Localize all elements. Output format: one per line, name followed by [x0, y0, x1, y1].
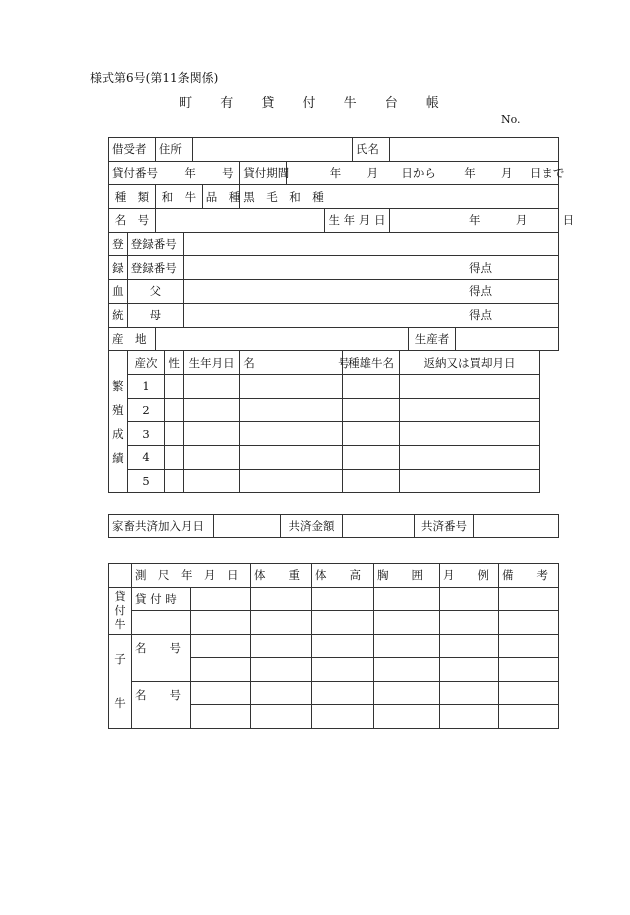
- sire-3[interactable]: [343, 422, 399, 446]
- pedigree-char-1: 登: [109, 232, 128, 256]
- breeding-row-1: [109, 374, 559, 398]
- parity-2: 2: [127, 398, 165, 422]
- m-b5[interactable]: [440, 611, 499, 635]
- parity-3: 3: [127, 422, 165, 446]
- name-birth-row: [109, 209, 559, 233]
- m-c4[interactable]: [374, 634, 440, 658]
- m-f6[interactable]: [499, 705, 559, 729]
- pedigree-row-3: [109, 280, 559, 304]
- pedigree-char-3: 血: [109, 280, 128, 304]
- document-title: 町 有 貸 付 牛 台 帳: [179, 96, 451, 111]
- loan-cow-label: 貸 付 牛: [109, 587, 132, 634]
- loan-cow-row-1: [109, 587, 559, 611]
- calf-char-1: 子: [114, 652, 126, 666]
- m-b3[interactable]: [312, 611, 374, 635]
- breeding-header-row: [109, 351, 559, 375]
- col-sire-name: 種雄牛名: [343, 351, 399, 375]
- birth-date-label: 生 年 月 日: [324, 209, 390, 233]
- name-1[interactable]: [240, 374, 343, 398]
- period-from-day: 日から: [401, 166, 436, 181]
- m-d3[interactable]: [312, 658, 374, 682]
- m-e2[interactable]: [251, 681, 312, 705]
- m-c5[interactable]: [440, 634, 499, 658]
- col-parity: 産次: [127, 351, 165, 375]
- m-a1[interactable]: [191, 587, 251, 611]
- insurance-amount-field[interactable]: [343, 515, 415, 538]
- insurance-amount-label: 共済金額: [281, 515, 343, 538]
- col-number: 号: [338, 355, 350, 370]
- col-name: 名: [243, 355, 255, 370]
- m-b0[interactable]: [132, 611, 191, 635]
- breeding-char-1: 繁: [112, 378, 124, 393]
- col-return-date: 返納又は買却月日: [399, 351, 540, 375]
- m-a3[interactable]: [312, 587, 374, 611]
- mother-field[interactable]: [184, 303, 559, 327]
- calf2-name-label: 名 号: [132, 681, 191, 728]
- birth-4[interactable]: [184, 445, 240, 469]
- measurement-table: [108, 563, 559, 729]
- register-table: [108, 137, 575, 493]
- measure-remarks-header: 備 考: [499, 564, 559, 588]
- loan-number-year: 年: [184, 166, 196, 181]
- sex-2[interactable]: [165, 398, 184, 422]
- address-field[interactable]: [193, 138, 352, 162]
- insurance-table: [108, 514, 559, 538]
- calf-label: [109, 634, 132, 728]
- breeding-row-5: [109, 469, 559, 493]
- m-c3[interactable]: [312, 634, 374, 658]
- pedigree-row-1: [109, 232, 559, 256]
- col-sex: 性: [165, 351, 184, 375]
- breeding-char-3: 成: [112, 426, 124, 441]
- variety-value: 黒 毛 和 種: [240, 185, 559, 209]
- form-number-label: 様式第6号(第11条関係): [90, 71, 219, 85]
- m-c2[interactable]: [251, 634, 312, 658]
- m-f4[interactable]: [374, 705, 440, 729]
- loan-number-cell[interactable]: [109, 161, 240, 185]
- sire-4[interactable]: [343, 445, 399, 469]
- m-a2[interactable]: [251, 587, 312, 611]
- variety-label: 品 種: [202, 185, 240, 209]
- pedigree-row-2: [109, 256, 559, 280]
- name-5[interactable]: [240, 469, 343, 493]
- m-c6[interactable]: [499, 634, 559, 658]
- borrower-label: 借受者: [109, 138, 156, 162]
- m-c1[interactable]: [191, 634, 251, 658]
- registration-label-1: 登録番号: [127, 232, 183, 256]
- birth-month: 月: [515, 213, 528, 228]
- origin-label: 産 地: [109, 327, 156, 351]
- period-to-month: 月: [501, 166, 513, 181]
- insurance-join-label: 家畜共済加入月日: [109, 515, 214, 538]
- m-e6[interactable]: [499, 681, 559, 705]
- m-d2[interactable]: [251, 658, 312, 682]
- father-label: 父: [127, 280, 183, 304]
- name-number-label: 名 号: [109, 209, 156, 233]
- m-e4[interactable]: [374, 681, 440, 705]
- origin-field[interactable]: [155, 327, 408, 351]
- sire-5[interactable]: [343, 469, 399, 493]
- measure-chest-header: 胸 囲: [374, 564, 440, 588]
- name-3[interactable]: [240, 422, 343, 446]
- name-field[interactable]: [390, 138, 559, 162]
- pedigree-row-4: [109, 303, 559, 327]
- name-4[interactable]: [240, 445, 343, 469]
- m-f5[interactable]: [440, 705, 499, 729]
- return-3[interactable]: [399, 422, 540, 446]
- birth-3[interactable]: [184, 422, 240, 446]
- loan-number-suffix: 号: [222, 166, 234, 181]
- breeding-row-3: [109, 422, 559, 446]
- m-a6[interactable]: [499, 587, 559, 611]
- return-1[interactable]: [399, 374, 540, 398]
- origin-row: [109, 327, 559, 351]
- breed-row: [109, 185, 559, 209]
- m-b6[interactable]: [499, 611, 559, 635]
- measure-month-header: 月 例: [440, 564, 499, 588]
- name-2[interactable]: [240, 398, 343, 422]
- m-a4[interactable]: [374, 587, 440, 611]
- score-label-2: 得点: [469, 284, 493, 299]
- col-name-number: [240, 351, 350, 375]
- sex-4[interactable]: [165, 445, 184, 469]
- loan-number-label: 貸付番号: [112, 166, 158, 181]
- parity-1: 1: [127, 374, 165, 398]
- measure-corner: [109, 564, 132, 588]
- insurance-row: [109, 515, 559, 538]
- sire-1[interactable]: [343, 374, 399, 398]
- m-d5[interactable]: [440, 658, 499, 682]
- birth-1[interactable]: [184, 374, 240, 398]
- score-label-1: 得点: [469, 260, 493, 275]
- at-loan-label: 貸 付 時: [132, 587, 191, 611]
- parity-4: 4: [127, 445, 165, 469]
- calf1-name-label: 名 号: [132, 634, 191, 681]
- calf-char-2: 牛: [114, 696, 126, 710]
- insurance-number-field[interactable]: [474, 515, 559, 538]
- parity-5: 5: [127, 469, 165, 493]
- breeding-row-4: [109, 445, 559, 469]
- pedigree-char-2: 録: [109, 256, 128, 280]
- father-field[interactable]: [184, 280, 559, 304]
- birth-2[interactable]: [184, 398, 240, 422]
- m-f1[interactable]: [191, 705, 251, 729]
- sex-5[interactable]: [165, 469, 184, 493]
- calf-row-3: [109, 681, 559, 705]
- producer-field[interactable]: [455, 327, 558, 351]
- period-to-year: 年: [464, 166, 476, 181]
- birth-year: 年: [469, 213, 481, 228]
- m-f2[interactable]: [251, 705, 312, 729]
- m-b2[interactable]: [251, 611, 312, 635]
- measure-date-header: 測 尺 年 月 日: [132, 564, 251, 588]
- breeding-char-4: 績: [112, 450, 124, 465]
- name-label: 氏名: [352, 138, 390, 162]
- col-birth-date: 生年月日: [184, 351, 240, 375]
- m-b4[interactable]: [374, 611, 440, 635]
- m-a5[interactable]: [440, 587, 499, 611]
- loan-period-label: 貸付期間: [240, 161, 287, 185]
- breeding-results-label: [109, 351, 128, 493]
- borrower-row: [109, 138, 559, 162]
- breed-type-label: 種 類: [109, 185, 156, 209]
- pedigree-char-4: 統: [109, 303, 128, 327]
- registration-label-2: 登録番号: [127, 256, 183, 280]
- measure-weight-header: 体 重: [251, 564, 312, 588]
- sex-3[interactable]: [165, 422, 184, 446]
- loan-cow-row-2: [109, 611, 559, 635]
- birth-date-field[interactable]: [390, 209, 575, 233]
- birth-day: 日: [562, 213, 575, 228]
- mother-label: 母: [127, 303, 183, 327]
- measure-header-row: [109, 564, 559, 588]
- loan-period-field[interactable]: [287, 161, 565, 185]
- sire-2[interactable]: [343, 398, 399, 422]
- period-to-day: 日まで: [529, 166, 565, 181]
- score-label-3: 得点: [469, 308, 493, 323]
- m-d4[interactable]: [374, 658, 440, 682]
- m-e3[interactable]: [312, 681, 374, 705]
- loan-row: [109, 161, 559, 185]
- producer-label: 生産者: [409, 327, 456, 351]
- m-f3[interactable]: [312, 705, 374, 729]
- m-b1[interactable]: [191, 611, 251, 635]
- sex-1[interactable]: [165, 374, 184, 398]
- period-from-year: 年: [329, 166, 342, 181]
- document-number-label: No.: [501, 113, 521, 126]
- m-e5[interactable]: [440, 681, 499, 705]
- return-4[interactable]: [399, 445, 540, 469]
- insurance-number-label: 共済番号: [415, 515, 474, 538]
- m-d1[interactable]: [191, 658, 251, 682]
- address-label: 住所: [155, 138, 193, 162]
- breeding-char-2: 殖: [112, 402, 124, 417]
- name-number-field[interactable]: [155, 209, 324, 233]
- return-2[interactable]: [399, 398, 540, 422]
- registration-field-1[interactable]: [184, 232, 559, 256]
- birth-5[interactable]: [184, 469, 240, 493]
- breeding-row-2: [109, 398, 559, 422]
- registration-field-2[interactable]: [184, 256, 559, 280]
- m-d6[interactable]: [499, 658, 559, 682]
- return-5[interactable]: [399, 469, 540, 493]
- insurance-join-field[interactable]: [214, 515, 281, 538]
- m-e1[interactable]: [191, 681, 251, 705]
- calf-row-1: [109, 634, 559, 658]
- period-from-month: 月: [366, 166, 379, 181]
- breed-type-value: 和 牛: [155, 185, 202, 209]
- measure-height-header: 体 高: [312, 564, 374, 588]
